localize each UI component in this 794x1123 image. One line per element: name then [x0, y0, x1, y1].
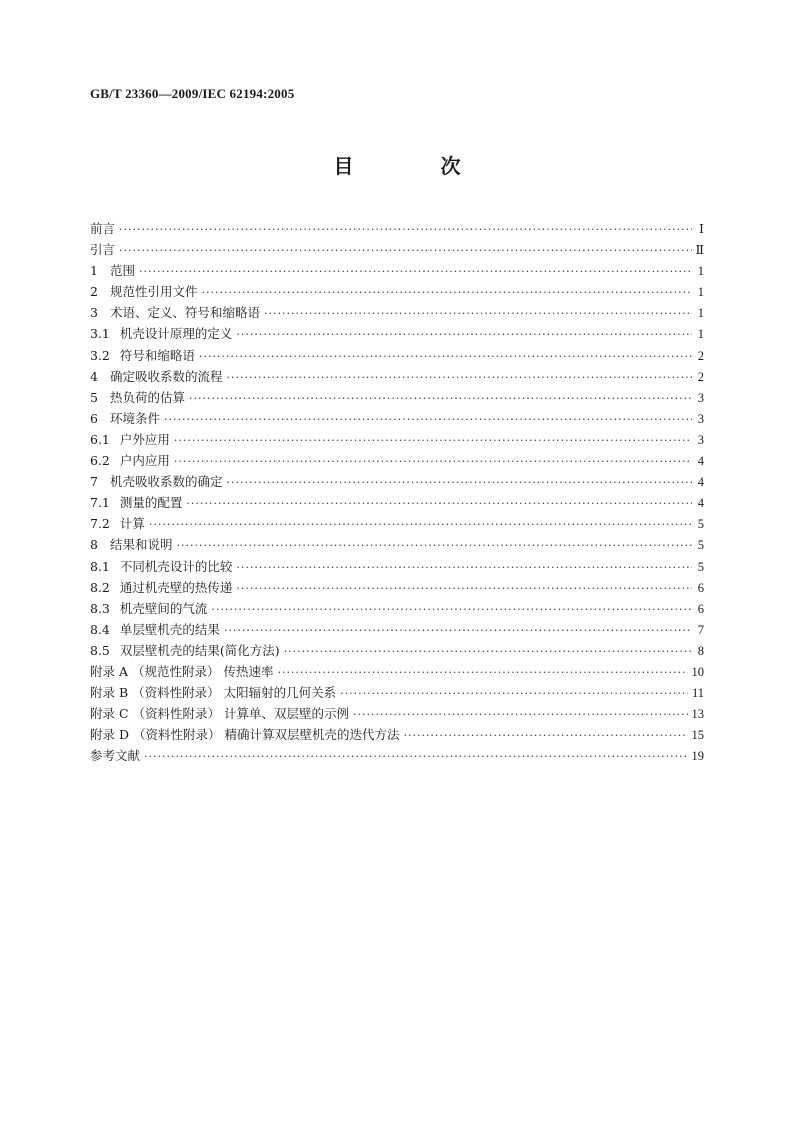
- dot-leader: [353, 704, 688, 725]
- toc-entry-label: [90, 598, 207, 619]
- toc-entry[interactable]: [90, 513, 704, 534]
- toc-entry-text: 机壳壁间的气流: [119, 600, 208, 616]
- toc-entry[interactable]: [90, 366, 704, 387]
- toc-entry-label: [90, 513, 145, 534]
- toc-entry-text: 附录 B （资料性附录） 太阳辐射的几何关系: [90, 685, 337, 701]
- toc-entry-label: [90, 302, 260, 323]
- toc-entry-page: 3: [697, 432, 704, 447]
- toc-entry-number: 3.1: [90, 326, 110, 342]
- toc-entry-page: 5: [697, 538, 704, 553]
- toc-entry[interactable]: [90, 640, 704, 661]
- toc-entry-text: 符号和缩略语: [119, 347, 195, 363]
- toc-entry-page: 19: [691, 749, 704, 764]
- toc-entry-page: 1: [697, 264, 704, 279]
- standard-number: GB/T 23360—2009/IEC 62194:2005: [90, 86, 295, 101]
- toc-entry-page: Ⅱ: [695, 243, 704, 258]
- toc-entry-text: 规范性引用文件: [109, 284, 198, 300]
- toc-entry-text: 热负荷的估算: [109, 389, 185, 405]
- toc-entry-text: 户外应用: [119, 431, 170, 447]
- toc-entry-text: 附录 A （规范性附录） 传热速率: [90, 663, 274, 679]
- dot-leader: [201, 282, 692, 303]
- dot-leader: [403, 725, 687, 746]
- dot-leader: [186, 493, 692, 514]
- toc-entry-label: [90, 745, 140, 766]
- toc-entry-number: 7.2: [90, 516, 110, 532]
- toc-entry[interactable]: [90, 724, 704, 745]
- toc-entry-label: [90, 323, 232, 344]
- toc-entry[interactable]: [90, 598, 704, 619]
- toc-entry-number: 8.1: [90, 558, 110, 574]
- toc-entry[interactable]: [90, 450, 704, 471]
- dot-leader: [236, 324, 692, 345]
- toc-entry-page: 3: [697, 390, 704, 405]
- toc-entry[interactable]: [90, 619, 704, 640]
- toc-entry[interactable]: [90, 345, 704, 366]
- toc-entry-label: [90, 619, 220, 640]
- toc-entry-number: 4: [90, 368, 98, 384]
- toc-entry-text: 术语、定义、符号和缩略语: [109, 305, 260, 321]
- toc-entry-page: 11: [691, 686, 704, 701]
- toc-entry-number: 8.4: [90, 621, 110, 637]
- toc-entry[interactable]: [90, 218, 704, 239]
- toc-entry-page: 4: [697, 454, 704, 469]
- dot-leader: [340, 683, 688, 704]
- toc-entry-page: 1: [697, 285, 704, 300]
- toc-entry[interactable]: [90, 556, 704, 577]
- table-of-contents: [90, 218, 704, 766]
- toc-entry-page: Ⅰ: [699, 222, 704, 236]
- dot-leader: [226, 367, 692, 388]
- toc-entry-label: [90, 577, 232, 598]
- toc-entry-text: 附录 C （资料性附录） 计算单、双层壁的示例: [90, 706, 349, 722]
- toc-entry-text: 参考文献: [90, 748, 141, 764]
- dot-leader: [226, 472, 692, 493]
- toc-entry-number: 7: [90, 474, 98, 490]
- toc-entry-page: 4: [697, 475, 704, 490]
- toc-entry-number: 6.2: [90, 453, 110, 469]
- toc-entry-text: 单层壁机壳的结果: [119, 621, 220, 637]
- toc-entry-text: 不同机壳设计的比较: [119, 558, 233, 574]
- dot-leader: [119, 240, 691, 261]
- toc-entry-number: 1: [90, 263, 98, 279]
- toc-entry-number: 2: [90, 284, 98, 300]
- toc-entry[interactable]: [90, 661, 704, 682]
- dot-leader: [277, 662, 687, 683]
- toc-entry-text: 计算: [119, 516, 145, 532]
- dot-leader: [211, 599, 692, 620]
- toc-entry[interactable]: [90, 429, 704, 450]
- toc-entry-label: [90, 703, 349, 724]
- dot-leader: [236, 578, 692, 599]
- toc-entry-page: 1: [697, 306, 704, 321]
- toc-entry-text: 通过机壳壁的热传递: [119, 579, 233, 595]
- toc-entry[interactable]: [90, 577, 704, 598]
- toc-entry[interactable]: [90, 239, 704, 260]
- toc-entry-number: 3: [90, 305, 98, 321]
- dot-leader: [284, 641, 692, 662]
- toc-entry-number: 6: [90, 410, 98, 426]
- toc-entry-number: 7.1: [90, 495, 110, 511]
- toc-entry-page: 1: [697, 327, 704, 342]
- toc-entry-number: 8.2: [90, 579, 110, 595]
- toc-entry-text: 机壳设计原理的定义: [119, 326, 233, 342]
- toc-entry-text: 结果和说明: [109, 537, 173, 553]
- toc-entry-label: [90, 429, 170, 450]
- dot-leader: [189, 388, 692, 409]
- toc-entry-label: [90, 408, 160, 429]
- toc-entry-label: [90, 387, 185, 408]
- toc-entry-text: 引言: [90, 242, 116, 258]
- toc-entry-text: 环境条件: [109, 410, 160, 426]
- dot-leader: [236, 557, 692, 578]
- toc-entry-number: 6.1: [90, 431, 110, 447]
- toc-entry[interactable]: [90, 387, 704, 408]
- toc-entry-label: [90, 366, 222, 387]
- toc-entry[interactable]: [90, 471, 704, 492]
- toc-entry-page: 15: [691, 728, 704, 743]
- toc-entry[interactable]: [90, 682, 704, 703]
- toc-entry-page: 2: [697, 369, 704, 384]
- toc-entry-page: 10: [691, 664, 704, 679]
- toc-entry-label: [90, 682, 336, 703]
- toc-entry-label: [90, 661, 273, 682]
- dot-leader: [264, 303, 692, 324]
- toc-entry[interactable]: [90, 703, 704, 724]
- toc-entry-text: 户内应用: [119, 453, 170, 469]
- toc-entry-label: [90, 239, 115, 260]
- toc-entry-page: 7: [697, 622, 704, 637]
- toc-entry[interactable]: [90, 745, 704, 766]
- dot-leader: [174, 451, 692, 472]
- toc-entry[interactable]: [90, 302, 704, 323]
- toc-entry-label: [90, 450, 170, 471]
- toc-entry-label: [90, 640, 280, 661]
- dot-leader: [199, 346, 692, 367]
- toc-entry-page: 2: [697, 348, 704, 363]
- toc-entry[interactable]: [90, 492, 704, 513]
- toc-entry-text: 前言: [90, 221, 116, 236]
- dot-leader: [139, 261, 692, 282]
- toc-entry-label: [90, 471, 222, 492]
- toc-entry-number: 8.3: [90, 600, 110, 616]
- dot-leader: [149, 514, 692, 535]
- toc-entry-page: 6: [697, 601, 704, 616]
- page-title: 目 次: [333, 154, 501, 178]
- toc-entry[interactable]: [90, 281, 704, 302]
- toc-entry-page: 5: [697, 559, 704, 574]
- toc-entry-label: [90, 534, 172, 555]
- dot-leader: [164, 409, 692, 430]
- toc-entry-page: 8: [697, 643, 704, 658]
- toc-entry-page: 4: [697, 496, 704, 511]
- toc-entry-text: 测量的配置: [119, 495, 183, 511]
- toc-entry-page: 5: [697, 517, 704, 532]
- toc-entry-page: 3: [697, 411, 704, 426]
- dot-leader: [174, 430, 692, 451]
- toc-entry-text: 确定吸收系数的流程: [109, 368, 223, 384]
- toc-entry-text: 范围: [109, 263, 135, 279]
- toc-entry[interactable]: [90, 260, 704, 281]
- toc-entry-page: 13: [691, 707, 704, 722]
- toc-entry-number: 3.2: [90, 347, 110, 363]
- toc-entry-page: 6: [697, 580, 704, 595]
- toc-entry-text: 机壳吸收系数的确定: [109, 474, 223, 490]
- toc-entry[interactable]: [90, 408, 704, 429]
- toc-entry-label: [90, 218, 115, 239]
- toc-entry[interactable]: [90, 323, 704, 344]
- toc-entry-label: [90, 281, 197, 302]
- dot-leader: [119, 219, 692, 240]
- dot-leader: [144, 746, 687, 767]
- toc-entry-number: 5: [90, 389, 98, 405]
- toc-entry-label: [90, 492, 182, 513]
- toc-entry-number: 8.5: [90, 642, 110, 658]
- dot-leader: [176, 535, 692, 556]
- toc-entry-number: 8: [90, 537, 98, 553]
- toc-entry-label: [90, 724, 399, 745]
- toc-entry-label: [90, 345, 195, 366]
- toc-entry[interactable]: [90, 534, 704, 555]
- toc-entry-label: [90, 556, 232, 577]
- toc-entry-text: 附录 D （资料性附录） 精确计算双层壁机壳的迭代方法: [90, 727, 400, 743]
- dot-leader: [224, 620, 692, 641]
- toc-entry-text: 双层壁机壳的结果(简化方法): [119, 642, 280, 658]
- toc-entry-label: [90, 260, 135, 281]
